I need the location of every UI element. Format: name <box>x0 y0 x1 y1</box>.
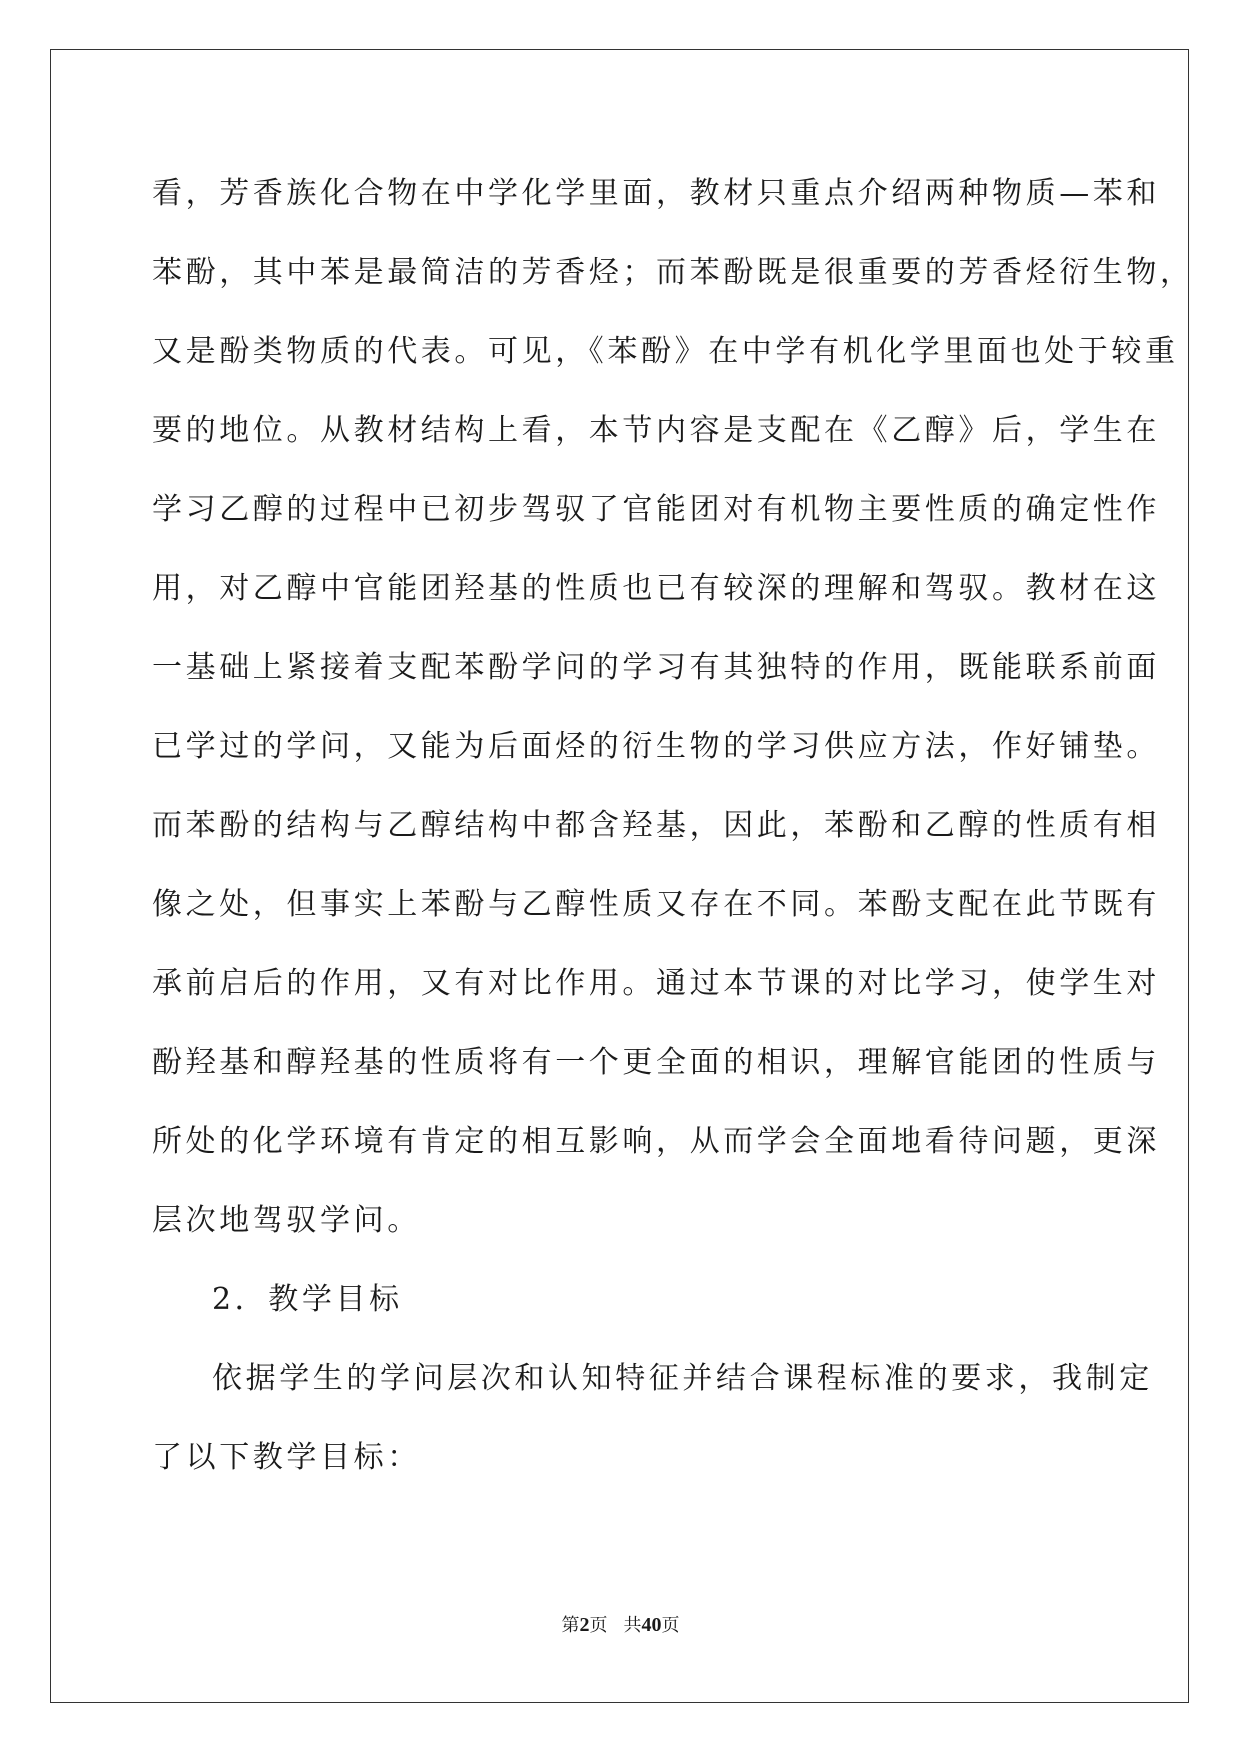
body-line: 层次地驾驭学问。 <box>152 1203 421 1238</box>
footer-page-suffix: 页 <box>589 1615 608 1636</box>
footer-total-suffix: 页 <box>661 1615 680 1636</box>
body-line: 要的地位。从教材结构上看，本节内容是支配在《乙醇》后，学生在 <box>152 413 1160 448</box>
document-body <box>152 154 1194 1497</box>
footer-prefix: 第 <box>561 1615 580 1636</box>
body-line: 苯酚，其中苯是最简洁的芳香烃；而苯酚既是很重要的芳香烃衍生物， <box>152 255 1194 290</box>
body-line: 又是酚类物质的代表。可见，《苯酚》在中学有机化学里面也处于较重 <box>152 334 1179 369</box>
body-line: 像之处，但事实上苯酚与乙醇性质又存在不同。苯酚支配在此节既有 <box>152 887 1160 922</box>
total-pages: 40 <box>641 1614 662 1636</box>
body-line: 用，对乙醇中官能团羟基的性质也已有较深的理解和驾驭。教材在这 <box>152 571 1160 606</box>
body-line: 一基础上紧接着支配苯酚学问的学习有其独特的作用，既能联系前面 <box>152 650 1160 685</box>
body-line: 酚羟基和醇羟基的性质将有一个更全面的相识，理解官能团的性质与 <box>152 1045 1160 1080</box>
body-line: 学习乙醇的过程中已初步驾驭了官能团对有机物主要性质的确定性作 <box>152 492 1160 527</box>
body-line: 看，芳香族化合物在中学化学里面，教材只重点介绍两种物质—苯和 <box>152 176 1160 211</box>
objective-line: 了以下教学目标： <box>152 1440 421 1475</box>
body-line: 已学过的学问，又能为后面烃的衍生物的学习供应方法，作好铺垫。 <box>152 729 1160 764</box>
body-line: 承前启后的作用，又有对比作用。通过本节课的对比学习，使学生对 <box>152 966 1160 1001</box>
body-line: 而苯酚的结构与乙醇结构中都含羟基，因此，苯酚和乙醇的性质有相 <box>152 808 1160 843</box>
body-line: 所处的化学环境有肯定的相互影响，从而学会全面地看待问题，更深 <box>152 1124 1160 1159</box>
footer-total-prefix: 共 <box>623 1615 642 1636</box>
page-number: 2 <box>579 1614 590 1636</box>
page-footer <box>0 1611 1241 1637</box>
section-heading: 2．教学目标 <box>212 1282 403 1317</box>
objective-line: 依据学生的学问层次和认知特征并结合课程标准的要求，我制定 <box>212 1361 1153 1396</box>
